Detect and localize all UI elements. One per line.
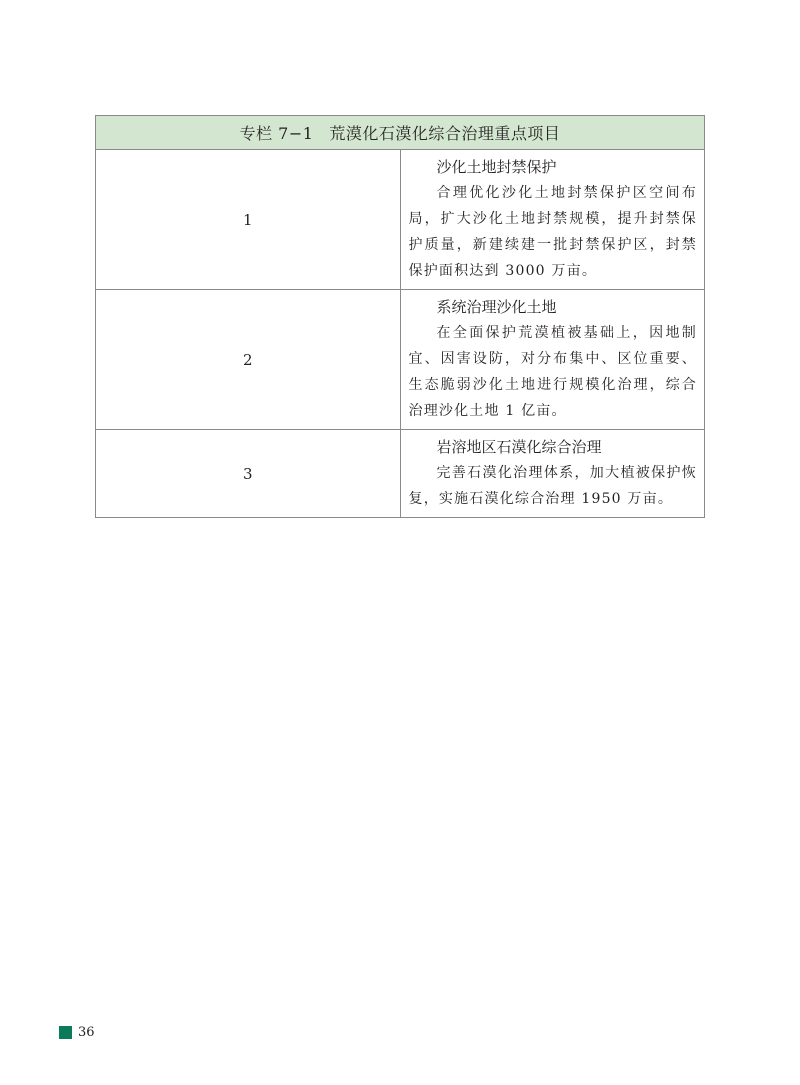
row-text: 在全面保护荒漠植被基础上，因地制宜、因害设防，对分布集中、区位重要、生态脆弱沙化土地进行规模化治理，综合治理沙化土地 1 亿亩。: [408, 325, 697, 419]
row-content: [400, 290, 705, 430]
footer-square-icon: [59, 1026, 72, 1039]
row-heading: 沙化土地封禁保护: [436, 158, 557, 176]
box-header: [96, 116, 705, 150]
page-footer: [59, 1025, 95, 1040]
page-number: 36: [78, 1025, 95, 1040]
row-text: 完善石漠化治理体系，加大植被保护恢复，实施石漠化综合治理 1950 万亩。: [408, 465, 697, 507]
box-label: 专栏 7−1: [239, 124, 314, 143]
project-box-table: [95, 115, 705, 518]
table-row: [96, 150, 705, 290]
row-number: 3: [96, 430, 401, 518]
table-row: [96, 290, 705, 430]
row-text: 合理优化沙化土地封禁保护区空间布局，扩大沙化土地封禁规模，提升封禁保护质量，新建续建一批封禁保护区，封禁保护面积达到 3000 万亩。: [408, 185, 697, 279]
box-title: 荒漠化石漠化综合治理重点项目: [329, 124, 561, 143]
row-number: 1: [96, 150, 401, 290]
row-heading: 岩溶地区石漠化综合治理: [436, 438, 602, 456]
box-header-row: [96, 116, 705, 150]
table-row: [96, 430, 705, 518]
row-number: 2: [96, 290, 401, 430]
row-content: [400, 150, 705, 290]
row-heading: 系统治理沙化土地: [436, 298, 557, 316]
row-content: [400, 430, 705, 518]
